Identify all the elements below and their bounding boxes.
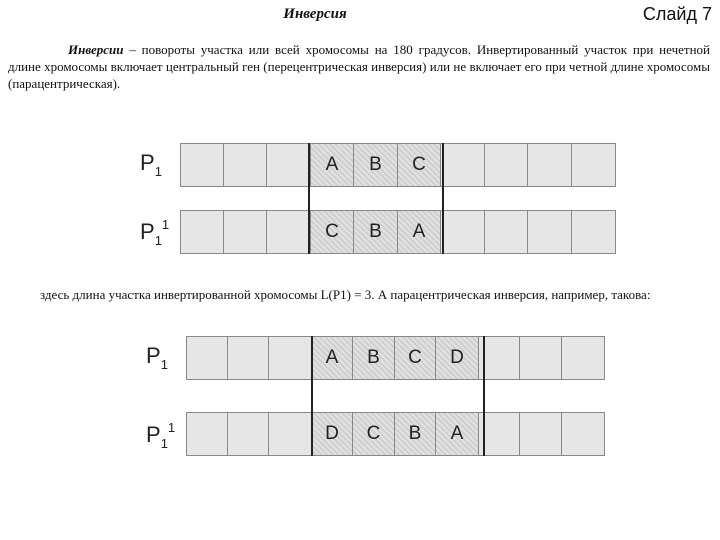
gene-cell: B — [352, 336, 395, 380]
d1-row1-chromosome — [180, 143, 616, 187]
intro-text: – повороты участка или всей хромосомы на 180 градусов. Инвертированный участок при нечетной длине хромосомы включает центральный ген (перецентрическая инверсия) или не включает его при четной длине хромосомы (парацентрическая). — [8, 42, 710, 91]
gene-cell — [440, 210, 485, 254]
d2-row2-chromosome — [186, 412, 605, 456]
gene-cell — [266, 210, 311, 254]
gene-cell — [484, 143, 529, 187]
gene-cell: D — [435, 336, 479, 380]
gene-cell: A — [435, 412, 479, 456]
d1-row2-chromosome — [180, 210, 616, 254]
gene-cell — [519, 412, 562, 456]
gene-cell: B — [394, 412, 437, 456]
gene-cell — [527, 143, 572, 187]
note-paragraph — [8, 286, 710, 303]
gene-cell: C — [310, 210, 355, 254]
gene-cell — [186, 336, 228, 380]
gene-cell — [223, 143, 268, 187]
d2-row1-chromosome — [186, 336, 605, 380]
d2-left-boundary — [311, 336, 313, 456]
gene-cell — [186, 412, 228, 456]
gene-cell — [527, 210, 572, 254]
d1-row2-label: $P_1^1$ — [140, 217, 170, 248]
gene-cell — [571, 143, 616, 187]
gene-cell — [266, 143, 311, 187]
gene-cell — [440, 143, 485, 187]
d1-row1-label: $P_1$ — [140, 150, 162, 179]
gene-cell — [227, 336, 270, 380]
gene-cell — [268, 336, 312, 380]
gene-cell — [561, 336, 605, 380]
gene-cell: B — [353, 210, 398, 254]
d2-row1-label: $P_1$ — [146, 343, 168, 372]
gene-cell: B — [353, 143, 398, 187]
gene-cell: A — [397, 210, 442, 254]
gene-cell: D — [311, 412, 354, 456]
gene-cell — [223, 210, 268, 254]
d2-right-boundary — [483, 336, 485, 456]
intro-paragraph — [8, 41, 710, 92]
gene-cell — [180, 210, 224, 254]
gene-cell — [180, 143, 224, 187]
gene-cell: A — [310, 143, 355, 187]
note-text: здесь длина участка инвертированной хромосомы L(P1) = 3. А парацентрическая инверсия, например, такова: — [40, 287, 651, 302]
gene-cell — [519, 336, 562, 380]
d1-right-boundary — [442, 143, 444, 254]
gene-cell — [561, 412, 605, 456]
gene-cell — [227, 412, 270, 456]
gene-cell — [571, 210, 616, 254]
intro-term: Инверсии — [68, 42, 124, 57]
d1-left-boundary — [308, 143, 310, 254]
gene-cell: A — [311, 336, 354, 380]
gene-cell — [268, 412, 312, 456]
gene-cell: C — [352, 412, 395, 456]
gene-cell: C — [397, 143, 442, 187]
slide-number: Слайд 7 — [642, 4, 712, 24]
gene-cell — [484, 210, 529, 254]
slide-title: Инверсия — [283, 6, 347, 22]
d2-row2-label: $P_1^1$ — [146, 420, 176, 451]
gene-cell: C — [394, 336, 437, 380]
